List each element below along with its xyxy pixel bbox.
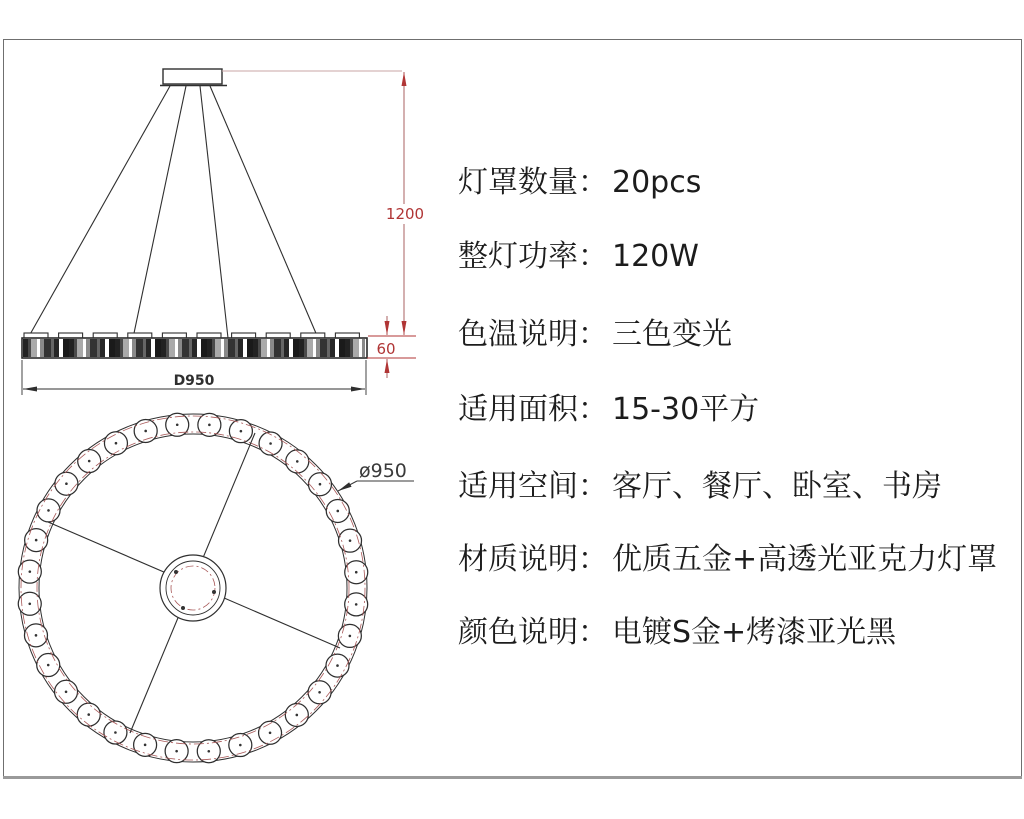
chain-link-pin (88, 460, 91, 463)
bar-stripe (221, 339, 224, 357)
bar-stripe (100, 339, 105, 357)
bar-stripe (115, 339, 120, 357)
bar-stripe (215, 339, 221, 357)
bar-stripe (155, 339, 161, 357)
chain-link-pin (65, 482, 68, 485)
bar-stripe (28, 339, 31, 357)
spec-label: 适用空间 (458, 469, 578, 504)
dim-1200-label: 1200 (385, 205, 425, 223)
bar-stripe (350, 339, 353, 357)
spec-label: 整灯功率 (458, 239, 578, 274)
bar-stripe (339, 339, 345, 357)
bar-stripe (274, 339, 281, 357)
dim-60-label: 60 (376, 340, 396, 358)
spec-row-rooms (458, 468, 942, 506)
spec-value: 电镀S金+烤漆亚光黑 (612, 615, 897, 650)
chain-link-pin (269, 442, 272, 445)
chain-link-pin (35, 634, 38, 637)
bar-stripe (212, 339, 215, 357)
bar-stripe (192, 339, 197, 357)
bar-stripe (40, 339, 44, 357)
bar-stripe (109, 339, 115, 357)
bar-stripe (289, 339, 293, 357)
chain-link-pin (35, 539, 38, 542)
bar-stripe (258, 339, 261, 357)
chain-link-pin (319, 483, 322, 486)
chain-link-pin (349, 539, 352, 542)
bar-stripe (31, 339, 37, 357)
chain-link-pin (144, 430, 147, 433)
bar-stripe (316, 339, 320, 357)
chain-link-pin (28, 602, 31, 605)
chain-link-pin (47, 664, 50, 667)
spec-value: 客厅、餐厅、卧室、书房 (612, 469, 942, 504)
bar-stripe (224, 339, 228, 357)
bar-stripe (243, 339, 247, 357)
bar-stripe (74, 339, 77, 357)
spec-row-area (458, 391, 759, 429)
spec-colon: ： (578, 615, 608, 650)
chain-link-pin (176, 423, 179, 426)
bar-stripe (175, 339, 178, 357)
chain-link-pin (336, 664, 339, 667)
bar-stripe (335, 339, 339, 357)
bar-stripe (320, 339, 327, 357)
spec-label: 适用面积 (458, 392, 578, 427)
bar-stripe (253, 339, 258, 357)
canopy-plan (160, 555, 226, 621)
spec-colon: ： (578, 239, 608, 274)
spec-value: 15-30平方 (612, 392, 760, 427)
spec-label: 灯罩数量 (458, 165, 578, 200)
chain-link-pin (269, 731, 272, 734)
bar-stripe (261, 339, 267, 357)
bar-stripe (267, 339, 270, 357)
bar-stripe (189, 339, 192, 357)
bar-stripe (353, 339, 359, 357)
bar-stripe (90, 339, 97, 357)
bar-stripe (330, 339, 335, 357)
bar-stripe (129, 339, 132, 357)
spec-row-shade-count (458, 164, 701, 202)
chain-link-pin (207, 750, 210, 753)
bar-stripe (307, 339, 313, 357)
chain-link-pin (296, 714, 299, 717)
bar-stripe (362, 339, 365, 357)
chain-link-pin (240, 430, 243, 433)
bar-stripe (281, 339, 284, 357)
chain-link-pin (65, 691, 68, 694)
spec-label: 颜色说明 (458, 615, 578, 650)
bar-stripe (228, 339, 235, 357)
chain-link-pin (208, 424, 211, 427)
spec-row-color-temp (458, 316, 732, 354)
bar-stripe (359, 339, 362, 357)
bar-stripe (77, 339, 83, 357)
chain-link-pin (336, 510, 339, 513)
bar-stripe (54, 339, 59, 357)
spec-colon: ： (578, 469, 608, 504)
bar-stripe (23, 339, 28, 357)
bar-stripe (238, 339, 243, 357)
bar-stripe (161, 339, 166, 357)
spec-row-material (458, 541, 997, 579)
bar-stripe (51, 339, 54, 357)
bar-stripe (44, 339, 51, 357)
bar-stripe (132, 339, 136, 357)
spec-value: 优质五金+高透光亚克力灯罩 (612, 542, 998, 577)
bar-stripe (105, 339, 109, 357)
bar-stripe (83, 339, 86, 357)
bar-stripe (313, 339, 316, 357)
bar-stripe (146, 339, 151, 357)
bar-stripe (293, 339, 299, 357)
chain-link-pin (47, 509, 50, 512)
bar-stripe (345, 339, 350, 357)
spec-label: 材质说明 (458, 542, 578, 577)
chain-link-pin (87, 713, 90, 716)
canopy-hole (212, 590, 216, 594)
spec-row-finish (458, 614, 896, 652)
bar-stripe (136, 339, 143, 357)
spec-colon: ： (578, 165, 608, 200)
chain-link-pin (115, 442, 118, 445)
spec-row-power (458, 238, 699, 276)
bar-stripe (69, 339, 74, 357)
spec-value: 120W (612, 239, 699, 274)
spec-colon: ： (578, 392, 608, 427)
chain-link-pin (355, 603, 358, 606)
bar-stripe (178, 339, 182, 357)
dim-d950-label: D950 (173, 373, 215, 389)
bar-stripe (247, 339, 253, 357)
crystal-texture (23, 339, 365, 357)
bar-stripe (120, 339, 123, 357)
bar-stripe (201, 339, 207, 357)
chain-link-pin (29, 570, 32, 573)
bar-stripe (37, 339, 40, 357)
canopy-hole (181, 606, 185, 610)
bar-stripe (143, 339, 146, 357)
bar-stripe (270, 339, 274, 357)
bar-stripe (182, 339, 189, 357)
chain-link-pin (318, 691, 321, 694)
chain-link-pin (114, 731, 117, 734)
spec-value: 三色变光 (612, 317, 732, 352)
chain-link-pin (175, 750, 178, 753)
bar-stripe (304, 339, 307, 357)
spec-value: 20pcs (612, 165, 702, 200)
bar-stripe (97, 339, 100, 357)
bar-stripe (207, 339, 212, 357)
bar-stripe (327, 339, 330, 357)
bar-stripe (123, 339, 129, 357)
bar-stripe (169, 339, 175, 357)
chain-link-pin (296, 460, 299, 463)
chain-link-pin (355, 571, 358, 574)
bar-stripe (284, 339, 289, 357)
spec-colon: ： (578, 542, 608, 577)
chain-link-pin (239, 744, 242, 747)
bar-stripe (63, 339, 69, 357)
bar-stripe (235, 339, 238, 357)
dim-o950-label: ø950 (359, 460, 407, 482)
chain-link-pin (349, 635, 352, 638)
bar-stripe (59, 339, 63, 357)
bar-stripe (299, 339, 304, 357)
chain-link-pin (144, 744, 147, 747)
spec-colon: ： (578, 317, 608, 352)
bar-stripe (197, 339, 201, 357)
bar-stripe (166, 339, 169, 357)
spec-label: 色温说明 (458, 317, 578, 352)
bar-stripe (151, 339, 155, 357)
ceiling-canopy (163, 69, 222, 84)
canopy-hole (174, 570, 178, 574)
bar-stripe (86, 339, 90, 357)
